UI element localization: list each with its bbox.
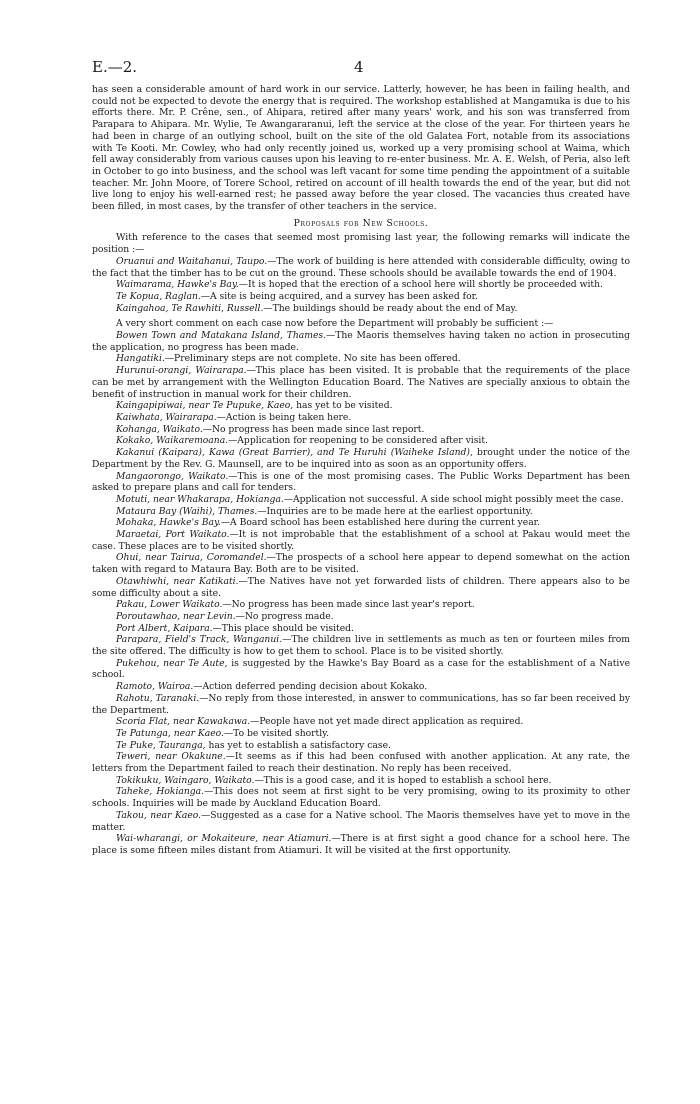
school-entry-text: —The children live in settlements as much as ten or fourteen miles from the site offered. The difficulty is how to get them to school. Place is to be visited shortly. <box>92 634 631 658</box>
school-place-name: Teweri, near Okakune. <box>116 751 226 763</box>
school-place-name: Mangaorongo, Waikato. <box>116 470 229 482</box>
school-entry <box>92 623 630 635</box>
school-place-name: Hurunui-orangi, Wairarapa. <box>116 365 247 377</box>
school-entry <box>92 751 630 774</box>
school-place-name: Mataura Bay (Waihi), Thames. <box>116 505 258 517</box>
school-entry <box>92 529 630 552</box>
school-entry-text: —This is a good case, and it is hoped to establish a school here. <box>254 774 552 786</box>
school-entry-text: —The Natives have not yet forwarded lists of children. There appears also to be some difficulty about a site. <box>92 575 630 599</box>
school-place-name: Kohanga, Waikato. <box>116 423 203 435</box>
school-entry <box>92 291 630 303</box>
school-entry-text: —People have not yet made direct application as required. <box>250 716 524 728</box>
school-entry-text: —It seems as if this had been confused with another application. At any rate, the letters from the Department failed to reach their destination. No reply has been received. <box>92 751 630 775</box>
school-place-name: Ohui, near Tairua, Coromandel. <box>116 552 267 564</box>
school-place-name: Pakau, Lower Waikato. <box>116 599 223 611</box>
school-entry <box>92 471 630 494</box>
school-entry-text: —No reply from those interested, in answer to communications, has so far been received by the Department. <box>92 692 631 716</box>
school-place-name: Te Puke, Tauranga, <box>116 739 206 751</box>
section-intro: With reference to the cases that seemed most promising last year, the following remarks will indicate the position :— <box>92 232 630 256</box>
document-page <box>92 58 630 857</box>
school-entry-text: has yet to establish a satisfactory case. <box>205 739 391 751</box>
school-entry <box>92 506 630 518</box>
school-place-name: Scoria Flat, near Kawakawa. <box>116 716 251 728</box>
school-entry <box>92 740 630 752</box>
school-entry-text: —A Board school has been established here during the current year. <box>220 517 540 529</box>
school-entry-text: —The prospects of a school here appear to depend somewhat on the action taken with regard to Mataura Bay. Both are to be visited. <box>92 552 631 576</box>
school-entry-text: —Application not successful. A side school might possibly meet the case. <box>283 493 624 505</box>
school-entry-text: brought under the notice of the Department by the Rev. G. Maunsell, are to be inquired into as soon as an opportunity offers. <box>92 447 630 470</box>
school-entry <box>92 256 630 279</box>
school-place-name: Wai-wharangi, or Mokaiteure, near Atiamuri. <box>116 833 332 845</box>
school-entry-text: —No progress has been made since last year's report. <box>222 599 475 611</box>
school-entry <box>92 412 630 424</box>
school-place-name: Poroutawhao, near Levin. <box>116 610 236 622</box>
school-place-name: Kokako, Waikaremoana. <box>116 435 229 447</box>
second-intro: A very short comment on each case now before the Department will probably be sufficient :— <box>116 318 554 330</box>
school-entry <box>92 611 630 623</box>
school-entry-text: —No progress has been made since last report. <box>202 423 425 435</box>
school-place-name: Takou, near Kaeo. <box>116 809 202 821</box>
school-place-name: Mohaka, Hawke's Bay. <box>116 517 221 529</box>
school-entry-text: —Action is being taken here. <box>216 411 352 423</box>
school-place-name: Bowen Town and Matakana Island, Thames. <box>116 330 327 342</box>
school-entry-text: —Action deferred pending decision about Kokako. <box>193 681 428 693</box>
school-entry <box>92 424 630 436</box>
school-place-name: Motuti, near Whakarapa, Hokianga. <box>116 493 284 505</box>
school-entry <box>92 400 630 412</box>
school-entry <box>92 435 630 447</box>
school-place-name: Kaingahoa, Te Rawhiti, Russell. <box>116 302 264 314</box>
school-entry <box>92 517 630 529</box>
school-place-name: Te Patunga, near Kaeo. <box>116 727 224 739</box>
school-place-name: Waimarama, Hawke's Bay. <box>116 279 239 291</box>
school-entry-text: —Suggested as a case for a Native school. The Maoris themselves have yet to move in the matter. <box>92 809 630 833</box>
school-entry <box>92 658 630 681</box>
school-place-name: Taheke, Hokianga. <box>116 786 205 798</box>
school-place-name: Tokikuku, Waingaro, Waikato. <box>116 774 255 786</box>
report-reference: E.—2. <box>92 58 138 76</box>
school-entry-text: —This is one of the most promising cases. The Public Works Department has been asked to prepare plans and call for tenders. <box>92 470 630 494</box>
school-entry <box>92 775 630 787</box>
school-entry-text: —Preliminary steps are not complete. No site has been offered. <box>164 353 461 365</box>
school-entry <box>92 552 630 575</box>
school-entry <box>92 786 630 809</box>
school-place-name: Kakanui (Kaipara), Kawa (Great Barrier), and Te Huruhi (Waiheke Island), <box>116 447 473 459</box>
school-place-name: Kaingapipiwai, near Te Pupuke, Kaeo, <box>116 400 294 412</box>
school-entry-text: —The work of building is here attended with considerable difficulty, owing to the fact that the timber has to be cut on the ground. These schools should be available towards the end of 1904. <box>92 255 630 279</box>
school-entry-text: —A site is being acquired, and a survey has been asked for. <box>200 290 478 302</box>
school-place-name: Pukehou, near Te Aute, <box>116 657 228 669</box>
school-place-name: Maraetai, Port Waikato. <box>116 529 230 541</box>
school-entry <box>92 728 630 740</box>
school-entry <box>92 365 630 400</box>
school-entry <box>92 599 630 611</box>
school-entry-text: —Application for reopening to be considered after visit. <box>228 435 488 447</box>
school-entry-text: —It is not improbable that the establishment of a school at Pakau would meet the case. These places are to be visited shortly. <box>92 529 631 552</box>
school-entry-text: —This does not seem at first sight to be very promising, owing to its proximity to other schools. Inquiries will be made by Auckland Education Board. <box>92 786 630 810</box>
school-entry <box>92 810 630 833</box>
school-entry-text: has yet to be visited. <box>293 400 393 412</box>
page-header <box>92 58 630 84</box>
school-entry <box>92 634 630 657</box>
school-place-name: Port Albert, Kaipara. <box>116 622 213 634</box>
school-entry <box>92 330 630 353</box>
intro-paragraph: has seen a considerable amount of hard work in our service. Latterly, however, he has been in failing health, and could not be expected to devote the energy that is required. The workshop established at Mangamuka is due to his efforts there. Mr. P. Crêne, sen., of Ahipara, retired after many years' work, and his son was transferred from Parapara to Ahipara. Mr. Wylie, Te Awangararanui, left the service at the close of the year. For thirteen years he had been in charge of an outlying school, built on the site of the old Galatea Fort, notable from its associations with Te Kooti. Mr. Cowley, who had only recently joined us, worked up a very promising school at Waima, which fell away considerably from various causes upon his leaving to re-enter business. Mr. A. E. Welsh, of Peria, also left in October to go into business, and the school was left vacant for some time pending the appointment of a suitable teacher. Mr. John Moore, of Torere School, retired on account of ill health towards the end of the year, but did not live long to enjoy his well-earned rest; he passed away before the year closed. The vacancies thus created have been filled, in most cases, by the transfer of other teachers in the service. <box>92 84 630 213</box>
school-place-name: Kaiwhata, Wairarapa. <box>116 411 217 423</box>
school-entry-text: —This place has been visited. It is probable that the requirements of the place can be met by arrangement with the Wellington Education Board. The Natives are specially anxious to obtain the benefit of instruction in manual work for their children. <box>92 365 630 400</box>
school-entry <box>92 353 630 365</box>
school-entry <box>92 716 630 728</box>
school-entry-text: —Inquiries are to be made here at the earliest opportunity. <box>257 505 533 517</box>
school-entry-text: is suggested by the Hawke's Bay Board as a case for the establishment of a Native school. <box>92 657 631 681</box>
school-entry-text: —This place should be visited. <box>212 622 354 634</box>
school-entry-text: —The Maoris themselves having taken no action in prosecuting the application, no progress has been made. <box>92 330 630 353</box>
second-group-list <box>92 330 630 857</box>
school-place-name: Rahotu, Taranaki. <box>116 692 200 704</box>
school-entry-text: —The buildings should be ready about the end of May. <box>263 302 518 314</box>
school-entry-text: —To be visited shortly. <box>223 727 330 739</box>
first-group-list <box>92 256 630 315</box>
school-place-name: Ramoto, Wairoa. <box>116 681 194 693</box>
school-entry <box>92 279 630 291</box>
school-entry-text: —No progress made. <box>235 610 334 622</box>
school-place-name: Te Kopua, Raglan. <box>116 290 201 302</box>
school-entry <box>92 693 630 716</box>
school-entry <box>92 681 630 693</box>
school-entry-text: —It is hoped that the erection of a school here will shortly be proceeded with. <box>238 279 603 291</box>
school-entry <box>92 303 630 315</box>
school-place-name: Oruanui and Waitahanui, Taupo. <box>116 255 268 267</box>
section-heading: Proposals for New Schools. <box>293 217 429 229</box>
school-place-name: Parapara, Field's Track, Wanganui. <box>116 634 283 646</box>
page-number: 4 <box>354 58 364 76</box>
school-entry <box>92 494 630 506</box>
body-text <box>92 84 630 857</box>
school-entry-text: —There is at first sight a good chance for a school here. The place is some fifteen miles distant from Atiamuri. It will be visited at the first opportunity. <box>92 833 630 856</box>
school-place-name: Hangatiki. <box>116 353 165 365</box>
school-place-name: Otawhiwhi, near Katikati. <box>116 575 239 587</box>
school-entry <box>92 576 630 599</box>
school-entry <box>92 447 630 470</box>
school-entry <box>92 833 630 856</box>
